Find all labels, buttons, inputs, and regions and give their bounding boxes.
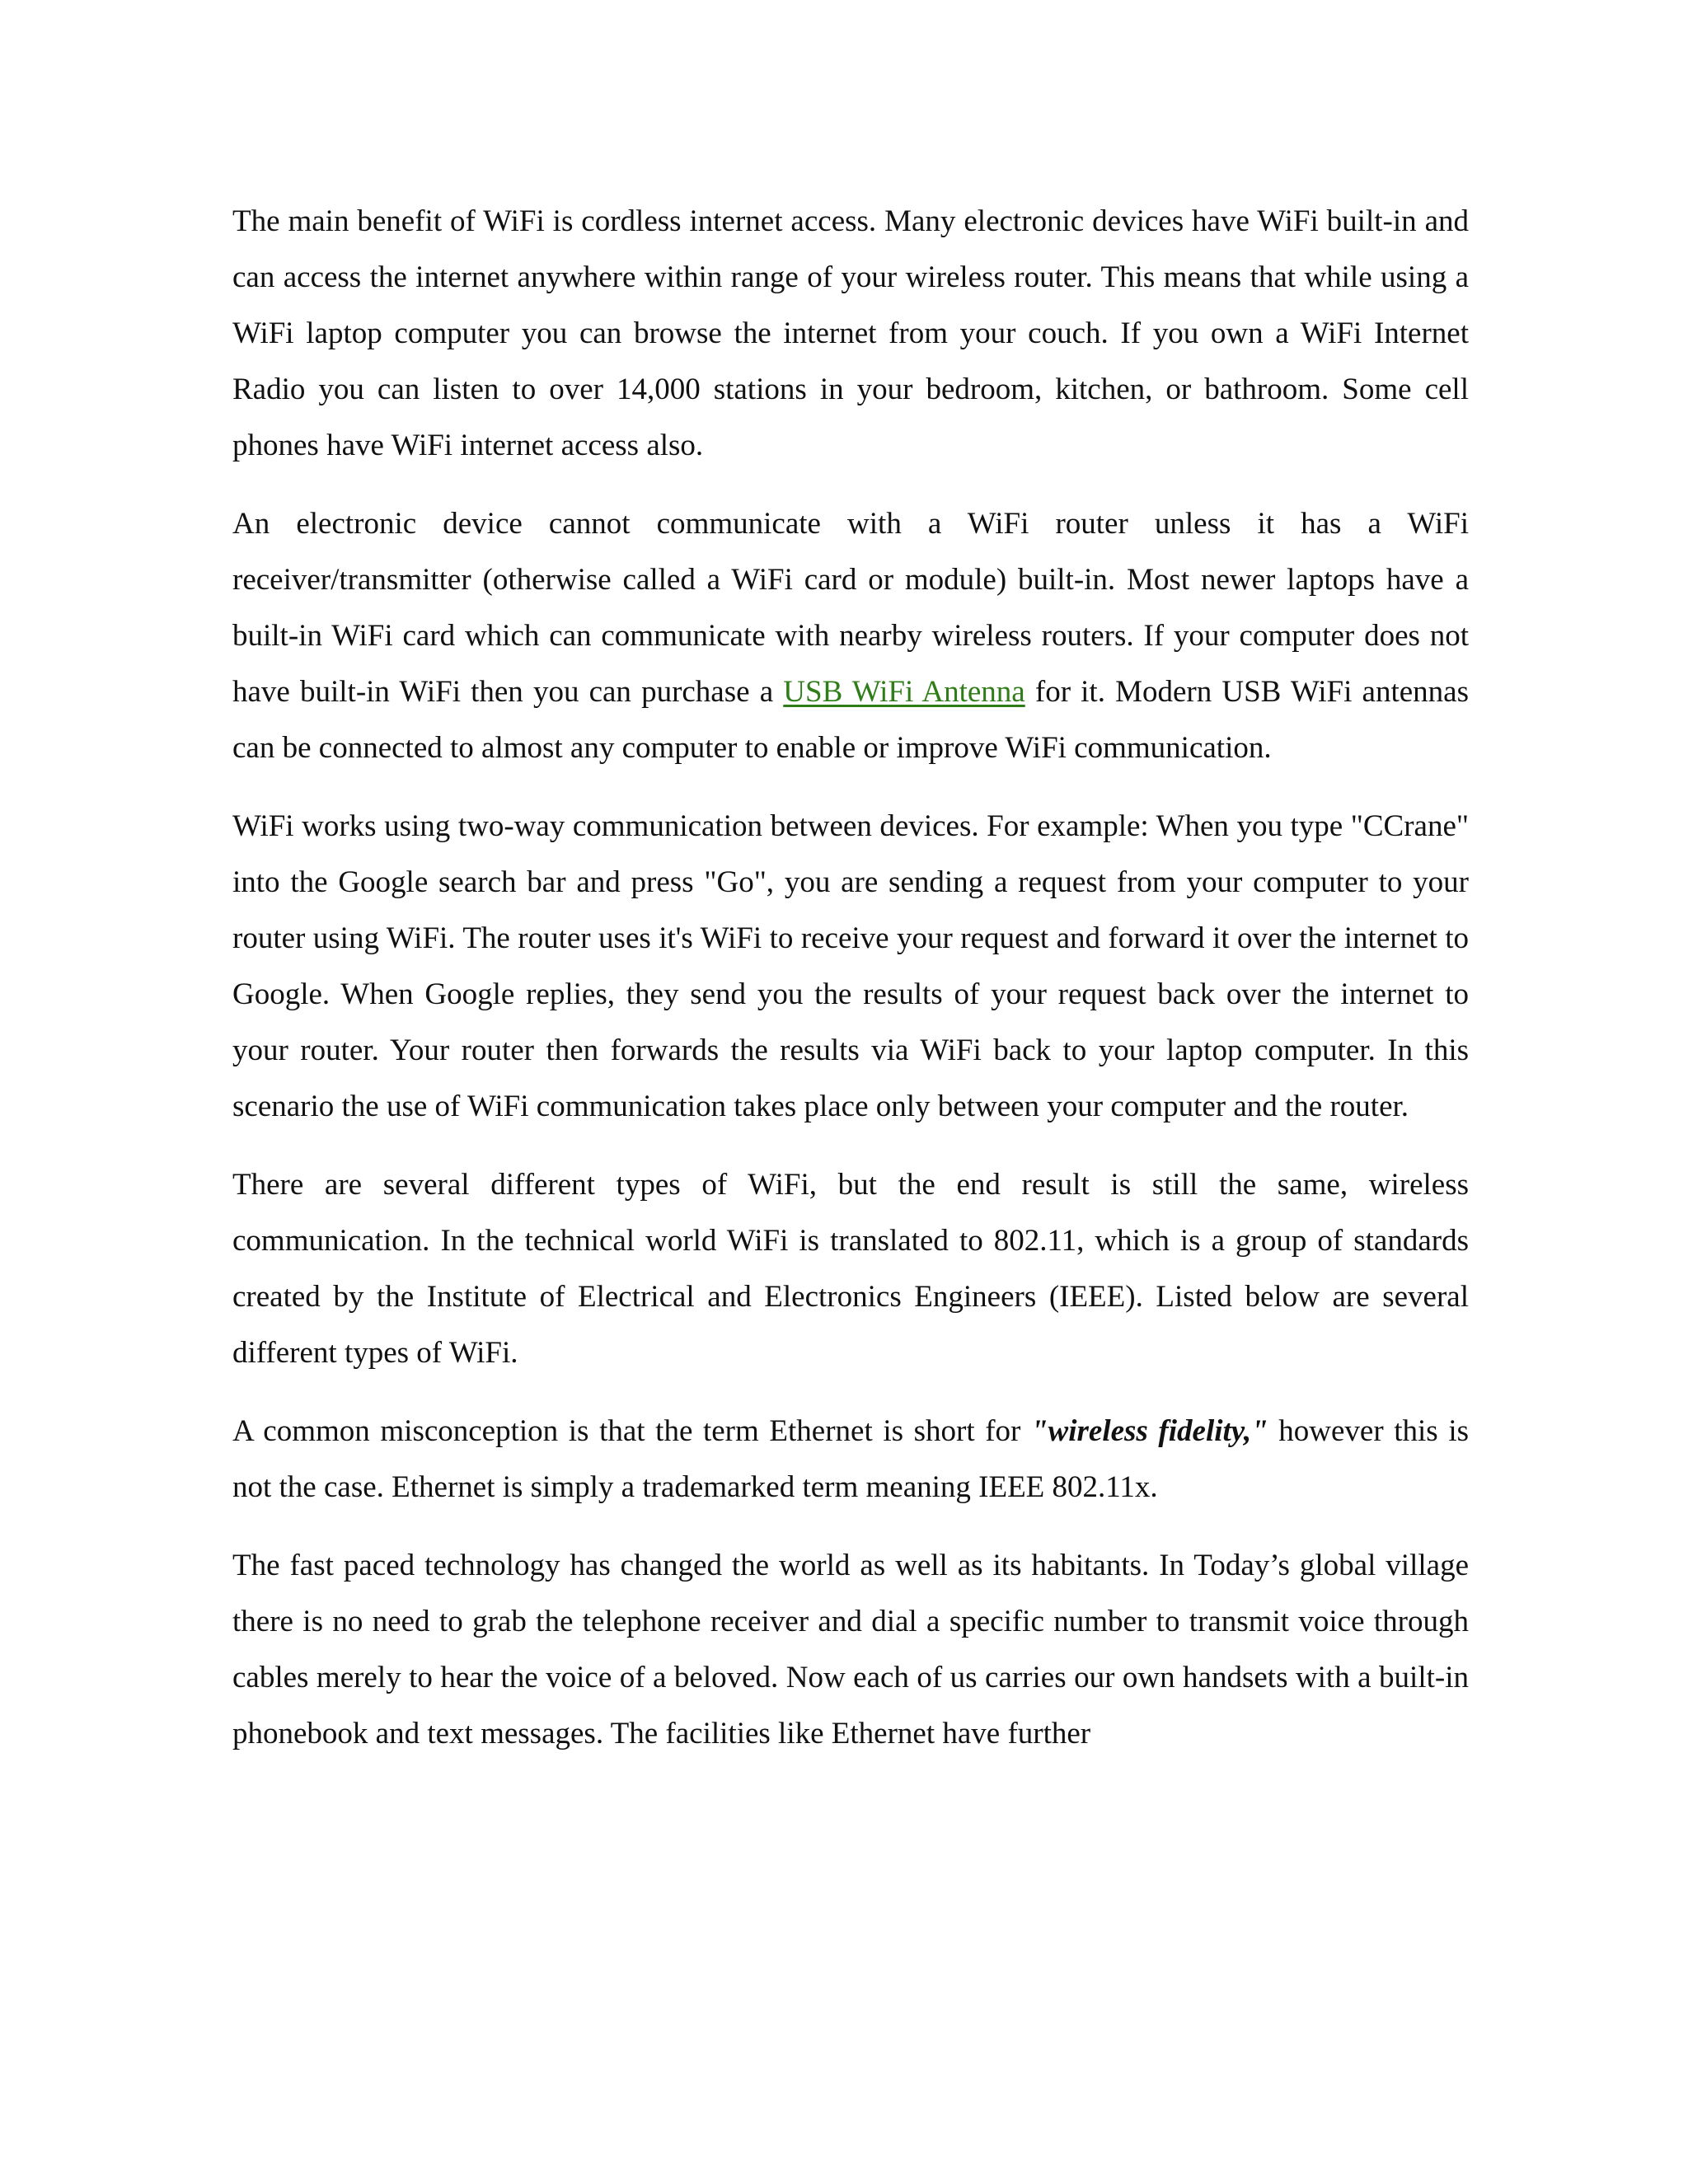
paragraph-wifi-receiver (232, 496, 1469, 776)
paragraph-misconception-text-after: however this is not the case. Ethernet is simply a trademarked term meaning IEEE 802.11x. (232, 1414, 1469, 1504)
paragraph-fast-paced-technology: The fast paced technology has changed the world as well as its habitants. In Today’s global village there is no need to grab the telephone receiver and dial a specific number to transmit voice through cables merely to hear the voice of a beloved. Now each of us carries our own handsets with a built-in phonebook and text messages. The facilities like Ethernet have further (232, 1549, 1469, 1750)
document-page (232, 194, 1469, 1784)
paragraph-two-way-communication: WiFi works using two-way communication between devices. For example: When you type "CCrane" into the Google search bar and press "Go", you are sending a request from your computer to your router using WiFi. The router uses it's WiFi to receive your request and forward it over the internet to Google. When Google replies, they send you the results of your request back over the internet to your router. Your router then forwards the results via WiFi back to your laptop computer. In this scenario the use of WiFi communication takes place only between your computer and the router. (232, 809, 1469, 1123)
paragraph-misconception-text-before: A common misconception is that the term Ethernet is short for (232, 1414, 1031, 1448)
paragraph-misconception (232, 1404, 1469, 1516)
wireless-fidelity-emphasis: "wireless fidelity," (1031, 1414, 1268, 1448)
paragraph-wifi-receiver-text-before: An electronic device cannot communicate with a WiFi router unless it has a WiFi receiver/transmitter (otherwise called a WiFi card or module) built-in. Most newer laptops have a built-in WiFi card which can communicate with nearby wireless routers. If your computer does not have built-in WiFi then you can purchase a (232, 507, 1469, 709)
paragraph-wifi-types: There are several different types of WiFi, but the end result is still the same, wireless communication. In the technical world WiFi is translated to 802.11, which is a group of standards created by the Institute of Electrical and Electronics Engineers (IEEE). Listed below are several different types of WiFi. (232, 1168, 1469, 1370)
paragraph-wifi-benefit: The main benefit of WiFi is cordless internet access. Many electronic devices have WiFi built-in and can access the internet anywhere within range of your wireless router. This means that while using a WiFi laptop computer you can browse the internet from your couch. If you own a WiFi Internet Radio you can listen to over 14,000 stations in your bedroom, kitchen, or bathroom. Some cell phones have WiFi internet access also. (232, 204, 1469, 462)
usb-wifi-antenna-link[interactable]: USB WiFi Antenna (783, 675, 1025, 709)
paragraph-wifi-receiver-text-after: for it. Modern USB WiFi antennas can be connected to almost any computer to enable or improve WiFi communication. (232, 675, 1469, 765)
